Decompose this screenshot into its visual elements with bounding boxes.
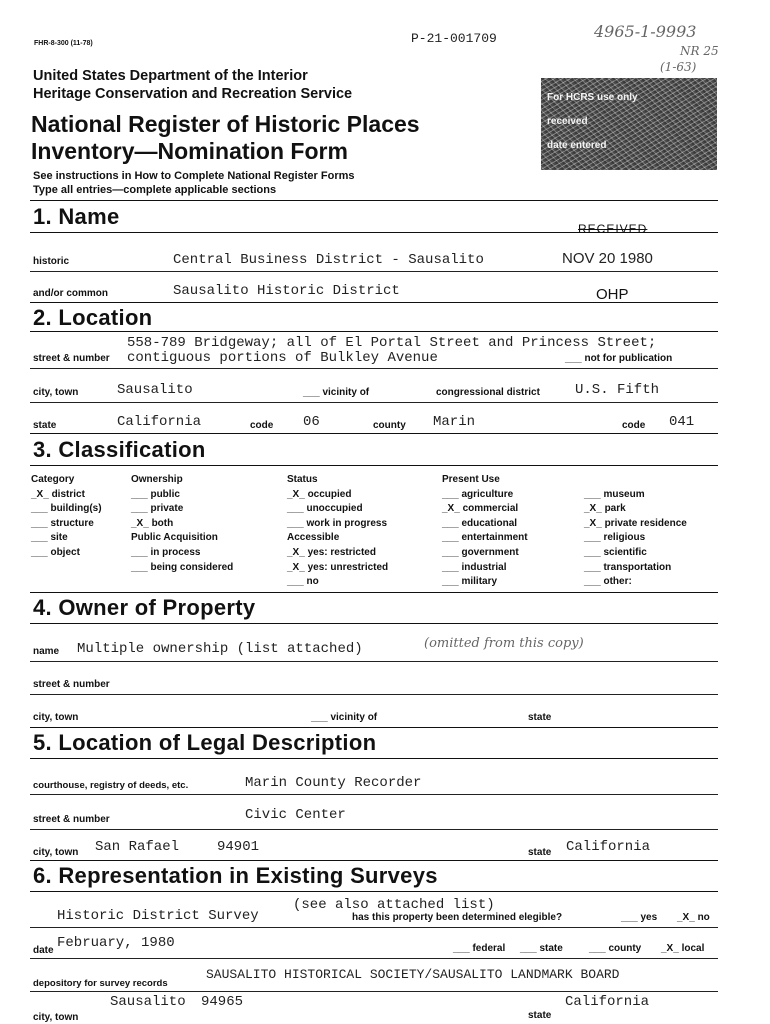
city-town-value: Sausalito xyxy=(117,382,193,398)
form-title: National Register of Historic Places xyxy=(31,111,420,137)
ownership-option[interactable]: ___ public xyxy=(131,488,180,500)
legal-city-value: San Rafael xyxy=(95,839,180,855)
status-option[interactable]: ___ work in progress xyxy=(287,517,388,529)
depository-city-label: city, town xyxy=(33,1012,79,1023)
section-divider xyxy=(30,331,718,332)
use-option[interactable]: ___ other: xyxy=(584,576,632,588)
status-option[interactable]: ___ unoccupied xyxy=(287,503,363,515)
section-divider xyxy=(30,891,718,892)
congressional-district-label: congressional district xyxy=(436,387,540,398)
use-option[interactable]: ___ educational xyxy=(442,517,518,529)
acquisition-option[interactable]: ___ being considered xyxy=(131,561,234,573)
date-entered-label: date entered xyxy=(547,140,607,151)
field-line xyxy=(30,991,718,992)
ownership-heading: Ownership xyxy=(131,474,183,485)
legal-street-value: Civic Center xyxy=(245,807,346,823)
ownership-option[interactable]: _X_ both xyxy=(131,517,174,529)
use-option[interactable]: _X_ private residence xyxy=(584,517,687,529)
see-also-note: (see also attached list) xyxy=(293,897,495,913)
eligible-yes-checkbox[interactable]: ___ yes xyxy=(621,912,658,923)
state-survey-checkbox[interactable]: ___ state xyxy=(520,943,563,954)
use-option[interactable]: ___ religious xyxy=(584,532,646,544)
hcrs-use-only-box xyxy=(541,78,717,170)
agency-department: United States Department of the Interior xyxy=(33,68,308,84)
section-divider xyxy=(30,758,718,759)
field-line xyxy=(30,694,718,695)
section-2-heading: 2. Location xyxy=(33,305,153,330)
ownership-option[interactable]: ___ private xyxy=(131,503,184,515)
street-address-line-2: contiguous portions of Bulkley Avenue xyxy=(127,350,438,366)
courthouse-label: courthouse, registry of deeds, etc. xyxy=(33,780,189,791)
county-code-label: code xyxy=(622,420,646,431)
eligible-no-checkbox[interactable]: _X_ no xyxy=(677,912,710,923)
use-option[interactable]: _X_ commercial xyxy=(442,503,519,515)
received-date-stamp: NOV 20 1980 xyxy=(562,250,653,267)
survey-date-value: February, 1980 xyxy=(57,935,175,951)
handwritten-reference: 4965-1-9993 xyxy=(594,22,697,41)
use-option[interactable]: _X_ park xyxy=(584,503,626,515)
state-code-value: 06 xyxy=(303,414,320,430)
county-value: Marin xyxy=(433,414,476,430)
category-option[interactable]: ___ site xyxy=(31,532,68,544)
section-divider xyxy=(30,465,718,466)
field-line xyxy=(30,829,718,830)
state-value: California xyxy=(117,414,202,430)
use-option[interactable]: ___ transportation xyxy=(584,561,672,573)
accessible-option[interactable]: _X_ yes: restricted xyxy=(287,546,376,558)
use-option[interactable]: ___ entertainment xyxy=(442,532,528,544)
survey-date-label: date xyxy=(33,945,54,956)
document-number: P-21-001709 xyxy=(411,31,497,46)
status-column xyxy=(287,473,388,590)
category-option[interactable]: _X_ district xyxy=(31,488,85,500)
city-town-label: city, town xyxy=(33,387,79,398)
field-line xyxy=(30,661,718,662)
local-survey-checkbox[interactable]: _X_ local xyxy=(661,943,705,954)
depository-state-value: California xyxy=(565,994,650,1010)
owner-name-label: name xyxy=(33,646,60,657)
ohp-stamp: OHP xyxy=(596,286,629,303)
use-option[interactable]: ___ government xyxy=(442,546,519,558)
section-divider xyxy=(30,302,718,303)
legal-street-label: street & number xyxy=(33,814,110,825)
present-use-column-2 xyxy=(584,473,687,590)
hcrs-use-label: For HCRS use only xyxy=(547,92,638,103)
county-label: county xyxy=(373,420,406,431)
status-heading: Status xyxy=(287,474,318,485)
field-line xyxy=(30,368,718,369)
determined-eligible-label: has this property been determined elegible? xyxy=(352,912,563,923)
category-option[interactable]: ___ building(s) xyxy=(31,503,102,515)
legal-state-value: California xyxy=(566,839,651,855)
common-name-value: Sausalito Historic District xyxy=(173,283,400,299)
section-3-heading: 3. Classification xyxy=(33,437,206,462)
accessible-option[interactable]: _X_ yes: unrestricted xyxy=(287,561,389,573)
field-line xyxy=(30,271,718,272)
use-option[interactable]: ___ museum xyxy=(584,488,645,500)
agency-service: Heritage Conservation and Recreation Service xyxy=(33,86,353,102)
received-field-label: received xyxy=(547,116,588,127)
depository-state-label: state xyxy=(528,1010,552,1021)
depository-value: SAUSALITO HISTORICAL SOCIETY/SAUSALITO LANDMARK BOARD xyxy=(206,967,620,982)
survey-title-value: Historic District Survey xyxy=(57,908,259,924)
section-4-heading: 4. Owner of Property xyxy=(33,595,256,620)
vicinity-checkbox[interactable]: ___ vicinity of xyxy=(303,387,370,398)
handwritten-range: (1-63) xyxy=(660,60,697,74)
use-option[interactable]: ___ industrial xyxy=(442,561,507,573)
owner-handwritten-note: (omitted from this copy) xyxy=(424,636,584,651)
legal-city-label: city, town xyxy=(33,847,79,858)
section-6-heading: 6. Representation in Existing Surveys xyxy=(33,863,438,888)
present-use-column-1 xyxy=(442,473,528,590)
field-line xyxy=(30,927,718,928)
section-5-heading: 5. Location of Legal Description xyxy=(33,730,377,755)
use-option[interactable]: ___ scientific xyxy=(584,546,647,558)
received-stamp: RECEIVED xyxy=(578,222,648,236)
public-acquisition-heading: Public Acquisition xyxy=(131,532,218,544)
section-1-heading: 1. Name xyxy=(33,204,120,229)
street-address-line-1: 558-789 Bridgeway; all of El Portal Street and Princess Street; xyxy=(127,335,657,351)
depository-city-value: Sausalito xyxy=(110,994,186,1010)
field-line xyxy=(30,958,718,959)
not-for-publication-checkbox[interactable]: ___ not for publication xyxy=(565,353,673,364)
historic-label: historic xyxy=(33,256,70,267)
field-line xyxy=(30,794,718,795)
category-heading: Category xyxy=(31,474,75,485)
field-line xyxy=(30,402,718,403)
category-column xyxy=(31,473,102,561)
legal-zip-value: 94901 xyxy=(217,839,260,855)
use-option[interactable]: ___ military xyxy=(442,576,498,588)
owner-city-label: city, town xyxy=(33,712,79,723)
section-divider xyxy=(30,200,718,201)
courthouse-value: Marin County Recorder xyxy=(245,775,422,791)
category-option[interactable]: ___ structure xyxy=(31,517,94,529)
congressional-district-value: U.S. Fifth xyxy=(575,382,660,398)
legal-state-label: state xyxy=(528,847,552,858)
ownership-column xyxy=(131,473,233,575)
depository-label: depository for survey records xyxy=(33,978,168,989)
instructions-line: See instructions in How to Complete National Register Forms xyxy=(33,170,355,182)
historic-value: Central Business District - Sausalito xyxy=(173,252,484,268)
county-survey-checkbox[interactable]: ___ county xyxy=(589,943,642,954)
present-use-heading: Present Use xyxy=(442,474,500,485)
form-subtitle: Inventory—Nomination Form xyxy=(31,138,348,164)
form-code: FHR-8-300 (11-78) xyxy=(34,40,93,47)
owner-state-label: state xyxy=(528,712,552,723)
category-option[interactable]: ___ object xyxy=(31,546,80,558)
status-option[interactable]: _X_ occupied xyxy=(287,488,352,500)
column-spacer xyxy=(584,473,687,488)
acquisition-option[interactable]: ___ in process xyxy=(131,546,201,558)
use-option[interactable]: ___ agriculture xyxy=(442,488,514,500)
street-number-label: street & number xyxy=(33,353,110,364)
owner-street-label: street & number xyxy=(33,679,110,690)
section-divider xyxy=(30,860,718,861)
handwritten-nr: NR 25 xyxy=(680,44,719,58)
state-code-label: code xyxy=(250,420,274,431)
common-name-label: and/or common xyxy=(33,288,109,299)
section-divider xyxy=(30,727,718,728)
section-divider xyxy=(30,592,718,593)
section-divider xyxy=(30,623,718,624)
accessible-option[interactable]: ___ no xyxy=(287,576,319,588)
depository-zip-value: 94965 xyxy=(201,994,244,1010)
instructions-type: Type all entries—complete applicable sections xyxy=(33,184,277,196)
owner-name-value: Multiple ownership (list attached) xyxy=(77,641,363,657)
state-label: state xyxy=(33,420,57,431)
federal-checkbox[interactable]: ___ federal xyxy=(453,943,506,954)
accessible-heading: Accessible xyxy=(287,532,340,544)
county-code-value: 041 xyxy=(669,414,695,430)
owner-vicinity-checkbox[interactable]: ___ vicinity of xyxy=(311,712,378,723)
section-divider xyxy=(30,433,718,434)
